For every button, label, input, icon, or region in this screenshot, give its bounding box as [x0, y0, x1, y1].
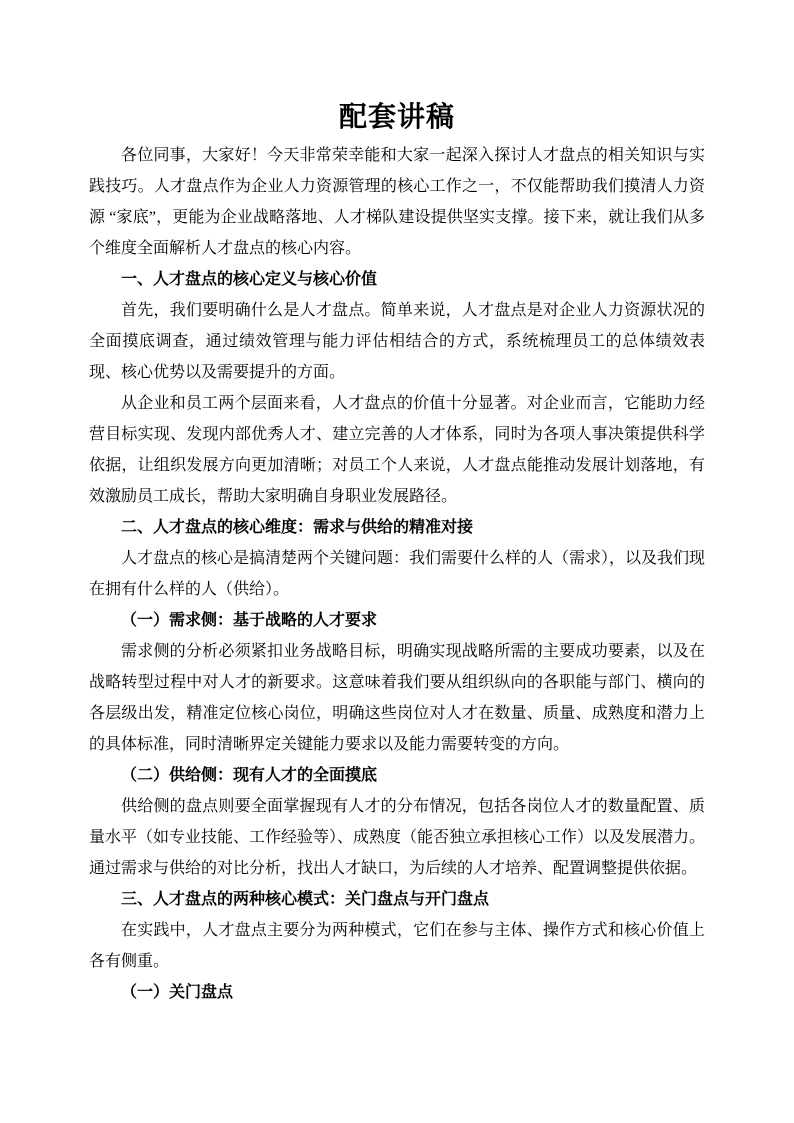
section-heading-2: 二、人才盘点的核心维度：需求与供给的精准对接	[121, 519, 474, 536]
subsection-heading-demand: （一）需求侧：基于战略的人才要求	[121, 612, 378, 629]
paragraph-core-questions: 人才盘点的核心是搞清楚两个关键问题：我们需要什么样的人（需求），以及我们现在拥有什么样的人（供给）。	[89, 550, 706, 598]
paragraph-value: 从企业和员工两个层面来看，人才盘点的价值十分显著。对企业而言，它能助力经营目标实现、发现内部优秀人才、建立完善的人才体系，同时为各项人事决策提供科学依据，让组织发展方向更加清晰；对员工个人来说，人才盘点能推动发展计划落地，有效激励员工成长，帮助大家明确自身职业发展路径。	[89, 395, 705, 505]
section-heading-1: 一、人才盘点的核心定义与核心价值	[121, 271, 378, 288]
paragraph-supply-side: 供给侧的盘点则要全面掌握现有人才的分布情况，包括各岗位人才的数量配置、质量水平（如专业技能、工作经验等）、成熟度（能否独立承担核心工作）以及发展潜力。通过需求与供给的对比分析，找出人才缺口，为后续的人才培养、配置调整提供依据。	[89, 798, 706, 877]
paragraph-intro: 各位同事，大家好！今天非常荣幸能和大家一起深入探讨人才盘点的相关知识与实践技巧。人才盘点作为企业人力资源管理的核心工作之一，不仅能帮助我们摸清人力资源 “家底”，更能为企业战略落地、人才梯队建设提供坚实支撑。接下来，就让我们从多个维度全面解析人才盘点的核心内容。	[89, 147, 705, 257]
subsection-heading-closed-review: （一）关门盘点	[121, 984, 234, 1001]
section-heading-3: 三、人才盘点的两种核心模式：关门盘点与开门盘点	[121, 891, 490, 908]
paragraph-demand-side: 需求侧的分析必须紧扣业务战略目标，明确实现战略所需的主要成功要素，以及在战略转型过程中对人才的新要求。这意味着我们要从组织纵向的各职能与部门、横向的各层级出发，精准定位核心岗位，明确这些岗位对人才在数量、质量、成熟度和潜力上的具体标准，同时清晰界定关键能力要求以及能力需要转变的方向。	[89, 643, 705, 753]
paragraph-definition: 首先，我们要明确什么是人才盘点。简单来说，人才盘点是对企业人力资源状况的全面摸底调查，通过绩效管理与能力评估相结合的方式，系统梳理员工的总体绩效表现、核心优势以及需要提升的方面。	[89, 302, 705, 381]
paragraph-two-modes: 在实践中，人才盘点主要分为两种模式，它们在参与主体、操作方式和核心价值上各有侧重。	[89, 922, 705, 970]
subsection-heading-supply: （二）供给侧：现有人才的全面摸底	[121, 767, 378, 784]
document-title: 配套讲稿	[338, 102, 455, 133]
